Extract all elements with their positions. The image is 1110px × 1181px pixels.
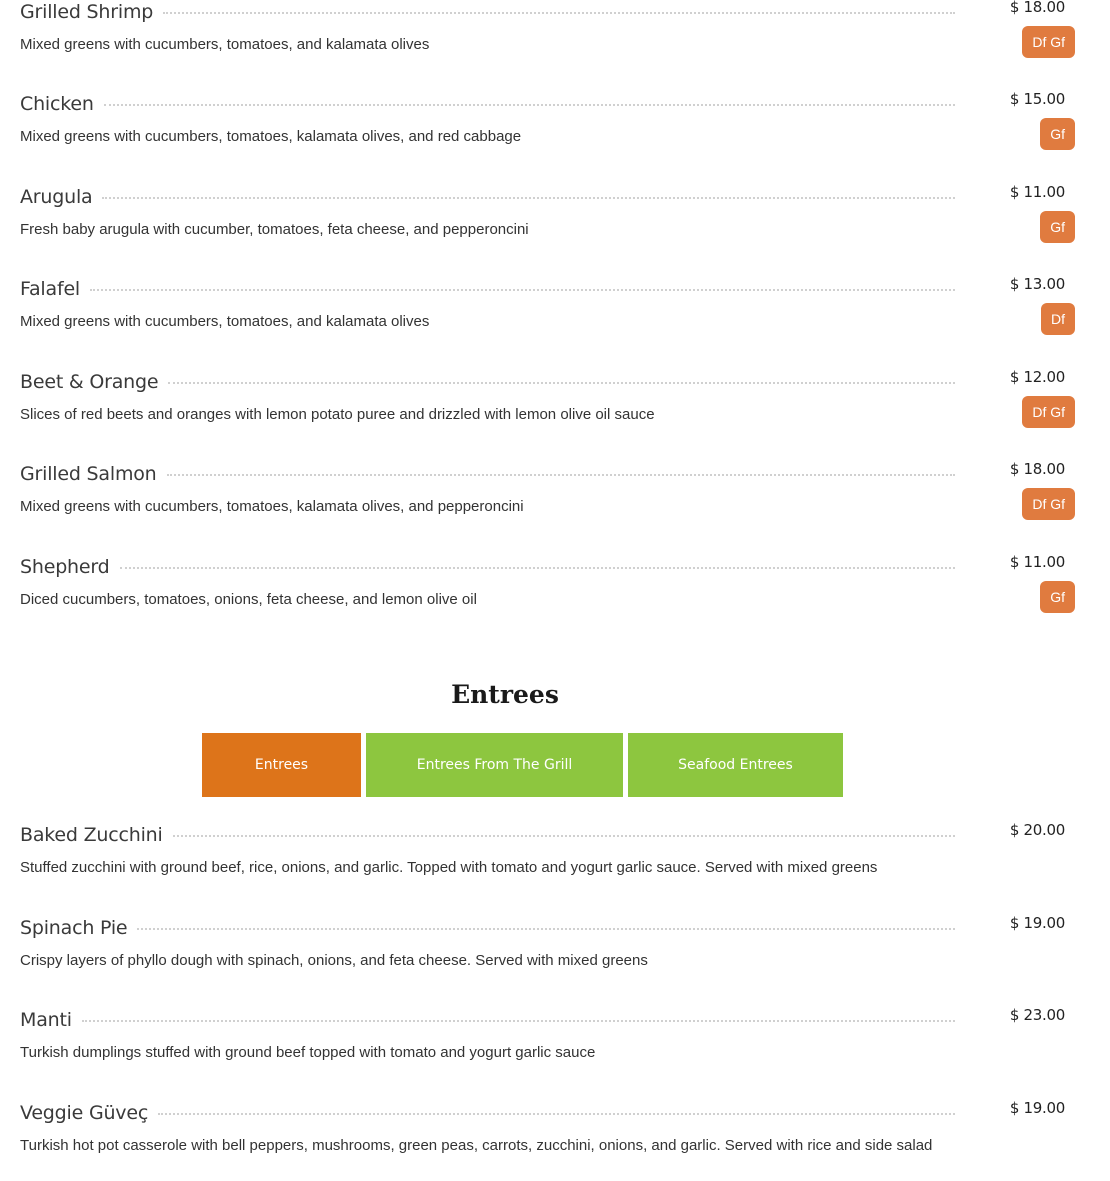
item-name: Chicken [20,93,94,115]
dotted-leader [163,12,955,14]
dotted-leader [167,474,955,476]
item-description: Diced cucumbers, tomatoes, onions, feta cheese, and lemon olive oil [20,591,477,608]
diet-badge: Df Gf [1022,26,1075,58]
item-name-row [20,1008,955,1032]
item-price: $ 18.00 [1009,460,1065,478]
menu-item [20,823,1090,903]
item-name-row [20,370,955,394]
dotted-leader [82,1020,955,1022]
menu-item [20,1101,1090,1181]
item-name-row [20,555,955,579]
dotted-leader [158,1113,955,1115]
item-price: $ 15.00 [1009,90,1065,108]
dotted-leader [102,197,955,199]
item-description: Turkish hot pot casserole with bell peppers, mushrooms, green peas, carrots, zucchini, onions, and garlic. Served with rice and side salad [20,1137,933,1154]
item-name-row [20,462,955,486]
menu-item [20,92,1090,172]
dotted-leader [120,567,955,569]
tab-seafood-entrees[interactable]: Seafood Entrees [628,733,843,797]
item-name: Grilled Salmon [20,463,157,485]
item-name-row [20,277,955,301]
item-price: $ 11.00 [1009,553,1065,571]
item-description: Stuffed zucchini with ground beef, rice, onions, and garlic. Topped with tomato and yogurt garlic sauce. Served with mixed greens [20,859,878,876]
item-name: Falafel [20,278,81,300]
menu-item [20,1008,1090,1088]
item-name: Arugula [20,186,93,208]
diet-badge: Gf [1040,118,1075,150]
item-price: $ 23.00 [1009,1006,1065,1024]
diet-badge: Df Gf [1022,396,1075,428]
menu-item [20,0,1090,80]
item-description: Mixed greens with cucumbers, tomatoes, and kalamata olives [20,313,430,330]
diet-badge: Gf [1040,211,1075,243]
tab-entrees[interactable]: Entrees [202,733,361,797]
menu-item [20,370,1090,450]
dotted-leader [137,928,955,930]
item-name: Grilled Shrimp [20,1,154,23]
menu-item [20,916,1090,996]
item-name-row [20,916,955,940]
dotted-leader [104,104,955,106]
menu-item [20,277,1090,357]
item-name-row [20,185,955,209]
item-description: Crispy layers of phyllo dough with spinach, onions, and feta cheese. Served with mixed greens [20,952,648,969]
item-description: Turkish dumplings stuffed with ground beef topped with tomato and yogurt garlic sauce [20,1044,596,1061]
item-name: Shepherd [20,556,110,578]
item-price: $ 20.00 [1009,821,1065,839]
tab-entrees-from-the-grill[interactable]: Entrees From The Grill [366,733,623,797]
item-name: Spinach Pie [20,917,128,939]
item-description: Mixed greens with cucumbers, tomatoes, and kalamata olives [20,36,430,53]
dotted-leader [173,835,955,837]
item-description: Mixed greens with cucumbers, tomatoes, kalamata olives, and pepperoncini [20,498,524,515]
item-name: Beet & Orange [20,371,159,393]
item-price: $ 19.00 [1009,1099,1065,1117]
item-description: Mixed greens with cucumbers, tomatoes, kalamata olives, and red cabbage [20,128,522,145]
item-description: Slices of red beets and oranges with lemon potato puree and drizzled with lemon olive oil sauce [20,406,655,423]
item-description: Fresh baby arugula with cucumber, tomatoes, feta cheese, and pepperoncini [20,221,529,238]
diet-badge: Df [1041,303,1075,335]
item-price: $ 18.00 [1009,0,1065,16]
section-title: Entrees [451,680,559,709]
item-name-row [20,0,955,24]
dotted-leader [90,289,955,291]
item-name: Veggie Güveç [20,1102,149,1124]
diet-badge: Gf [1040,581,1075,613]
item-price: $ 12.00 [1009,368,1065,386]
menu-item [20,185,1090,265]
item-price: $ 11.00 [1009,183,1065,201]
dotted-leader [168,382,955,384]
diet-badge: Df Gf [1022,488,1075,520]
item-name-row [20,823,955,847]
item-price: $ 19.00 [1009,914,1065,932]
item-price: $ 13.00 [1009,275,1065,293]
menu-item [20,462,1090,542]
category-tabs [202,733,843,797]
item-name: Manti [20,1009,72,1031]
item-name: Baked Zucchini [20,824,163,846]
menu-item [20,555,1090,635]
item-name-row [20,1101,955,1125]
item-name-row [20,92,955,116]
